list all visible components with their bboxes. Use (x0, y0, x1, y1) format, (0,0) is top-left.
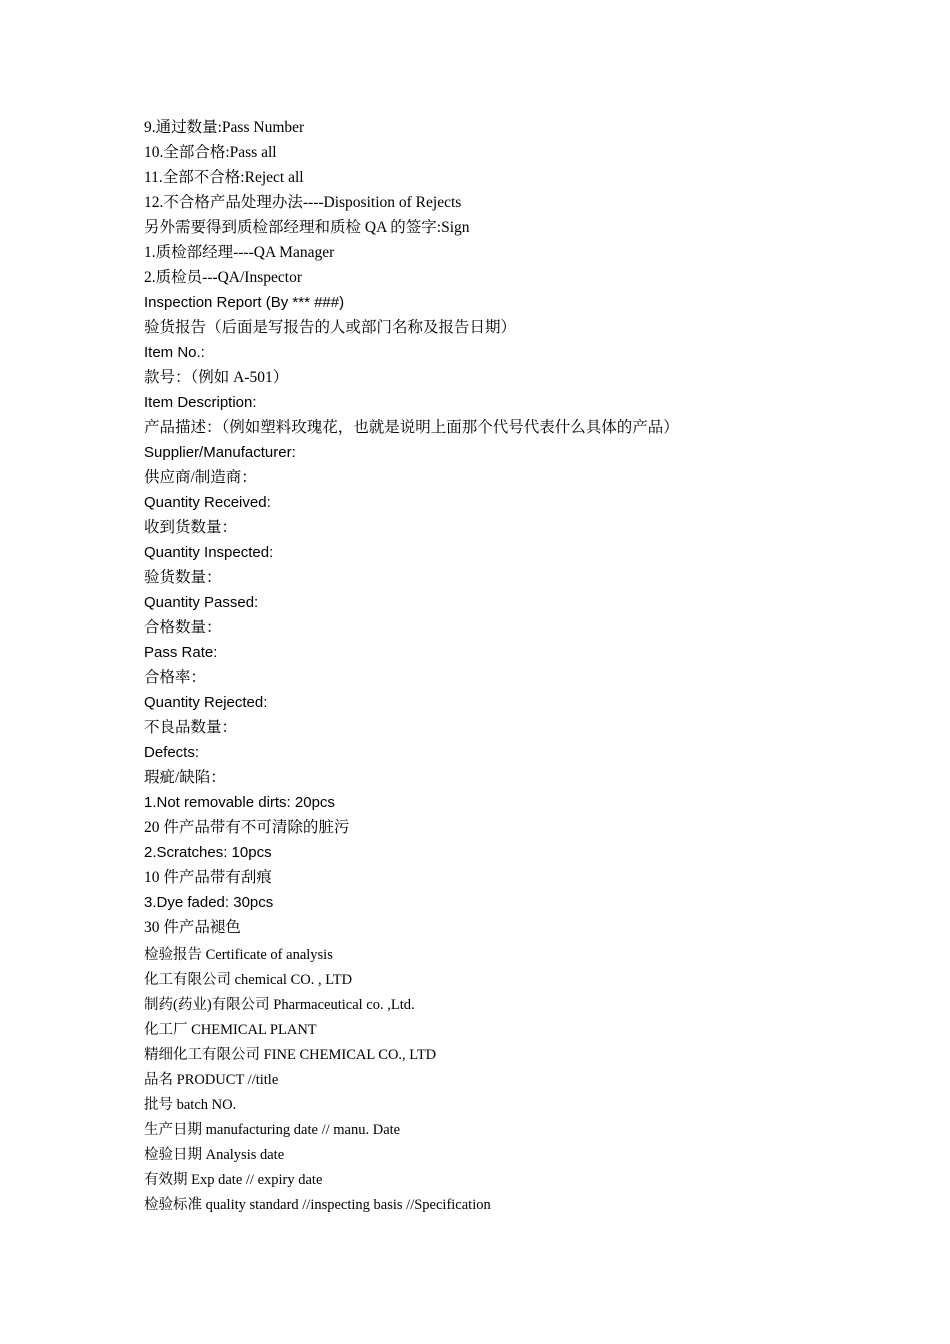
coa-term-product: 品名 PRODUCT //title (144, 1072, 279, 1088)
supplier-en: Supplier/Manufacturer: (144, 444, 296, 461)
coa-term-quality-standard: 检验标准 quality standard //inspecting basis //Specification (144, 1197, 491, 1213)
quantity-rejected-en: Quantity Rejected: (144, 694, 268, 711)
terms-list (144, 115, 924, 290)
defect-dirts-zh: 20 件产品带有不可清除的脏污 (144, 819, 350, 836)
defects-en: Defects: (144, 744, 200, 761)
inspection-report-section (144, 290, 924, 940)
coa-term-certificate: 检验报告 Certificate of analysis (144, 947, 333, 963)
item-no-zh: 款号：（例如 A-501） (144, 369, 289, 386)
term-reject-all: 11.全部不合格:Reject all (144, 169, 304, 186)
term-qa-inspector: 2.质检员---QA/Inspector (144, 269, 302, 286)
report-title-en: Inspection Report (By *** ###) (144, 294, 345, 311)
document-page (144, 115, 924, 1218)
term-pass-number: 9.通过数量:Pass Number (144, 119, 305, 136)
defect-scratches-en: 2.Scratches: 10pcs (144, 844, 272, 861)
quantity-passed-zh: 合格数量： (144, 619, 222, 636)
defect-dye-faded-zh: 30 件产品褪色 (144, 919, 241, 936)
item-description-zh: 产品描述：（例如塑料玫瑰花，也就是说明上面那个代号代表什么具体的产品） (144, 419, 679, 436)
defect-scratches-zh: 10 件产品带有刮痕 (144, 869, 272, 886)
report-title-zh: 验货报告（后面是写报告的人或部门名称及报告日期） (144, 319, 517, 336)
coa-term-pharmaceutical: 制药(药业)有限公司 Pharmaceutical co. ,Ltd. (144, 997, 415, 1013)
term-sign: 另外需要得到质检部经理和质检 QA 的签字:Sign (144, 219, 470, 236)
coa-term-analysis-date: 检验日期 Analysis date (144, 1147, 285, 1163)
defect-dye-faded-en: 3.Dye faded: 30pcs (144, 894, 274, 911)
defect-dirts-en: 1.Not removable dirts: 20pcs (144, 794, 335, 811)
pass-rate-en: Pass Rate: (144, 644, 218, 661)
item-description-en: Item Description: (144, 394, 257, 411)
term-disposition: 12.不合格产品处理办法----Disposition of Rejects (144, 194, 462, 211)
term-pass-all: 10.全部合格:Pass all (144, 144, 277, 161)
quantity-rejected-zh: 不良品数量： (144, 719, 238, 736)
coa-term-chemical-plant: 化工厂 CHEMICAL PLANT (144, 1022, 317, 1038)
defects-zh: 瑕疵/缺陷： (144, 769, 226, 786)
supplier-zh: 供应商/制造商： (144, 469, 257, 486)
term-qa-manager: 1.质检部经理----QA Manager (144, 244, 335, 261)
coa-term-exp-date: 有效期 Exp date // expiry date (144, 1172, 323, 1188)
coa-term-manufacturing-date: 生产日期 manufacturing date // manu. Date (144, 1122, 401, 1138)
coa-term-chemical-co: 化工有限公司 chemical CO. , LTD (144, 972, 353, 988)
item-no-en: Item No.: (144, 344, 205, 361)
quantity-passed-en: Quantity Passed: (144, 594, 259, 611)
coa-term-batch-no: 批号 batch NO. (144, 1097, 237, 1113)
quantity-inspected-en: Quantity Inspected: (144, 544, 274, 561)
coa-terms-list (144, 943, 924, 1218)
quantity-inspected-zh: 验货数量： (144, 569, 222, 586)
pass-rate-zh: 合格率： (144, 669, 207, 686)
quantity-received-en: Quantity Received: (144, 494, 271, 511)
quantity-received-zh: 收到货数量： (144, 519, 238, 536)
coa-term-fine-chemical: 精细化工有限公司 FINE CHEMICAL CO., LTD (144, 1047, 437, 1063)
